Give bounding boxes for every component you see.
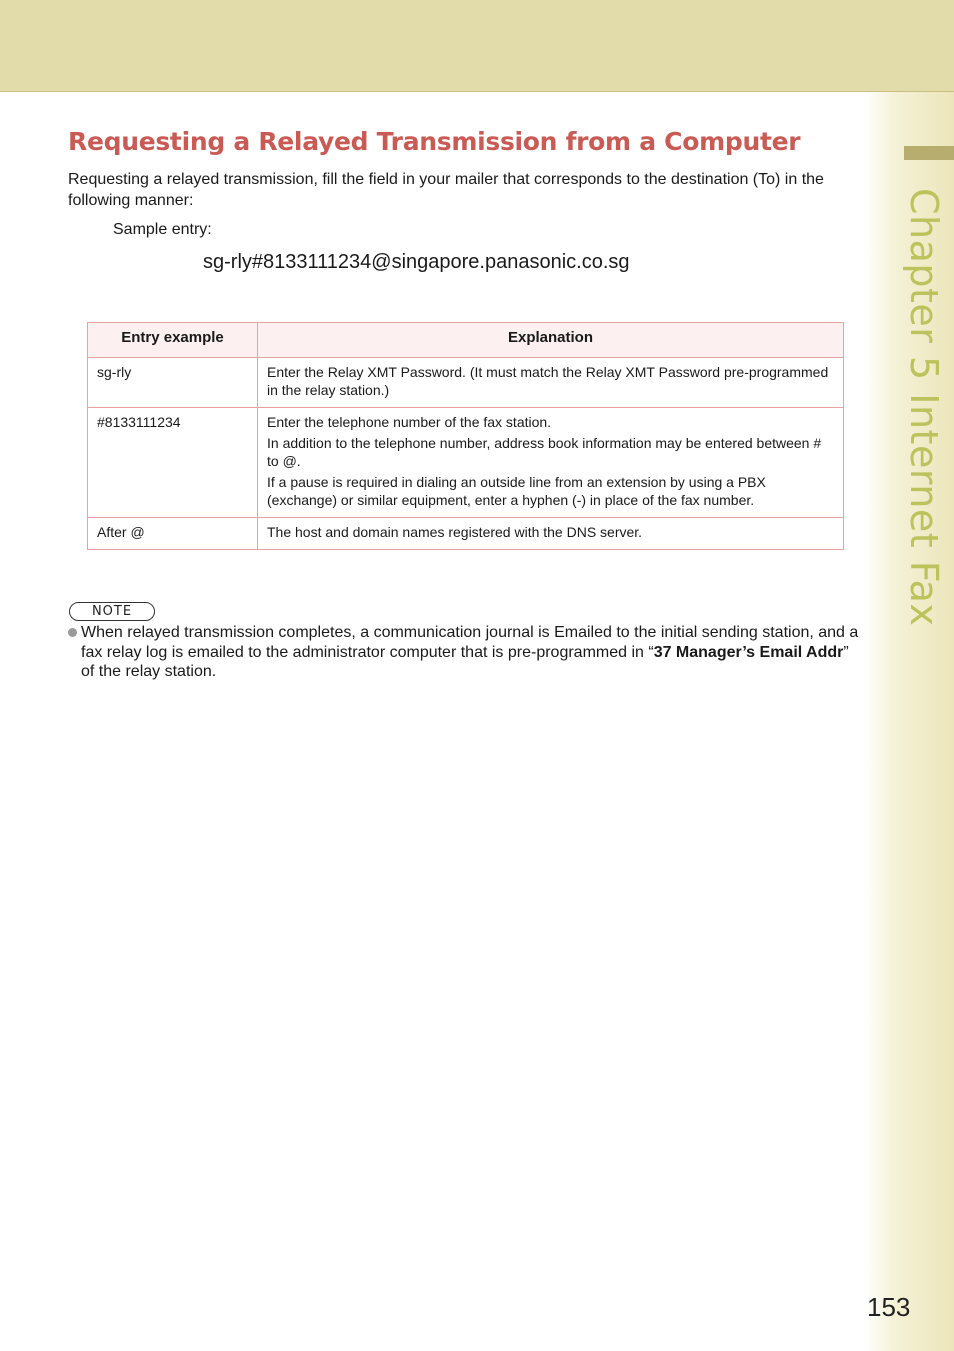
entry-cell: sg-rly [88, 358, 258, 408]
explanation-cell [258, 408, 844, 518]
table-row [88, 408, 844, 518]
explanation-cell [258, 358, 844, 408]
table-row [88, 518, 844, 550]
section-title: Requesting a Relayed Transmission from a Computer [68, 127, 801, 156]
page-number: 153 [867, 1292, 911, 1322]
entry-cell: #8133111234 [88, 408, 258, 518]
note-bold-setting: 37 Manager’s Email Addr [653, 643, 844, 661]
explanation-cell [258, 518, 844, 550]
explanation-line: Enter the telephone number of the fax station. [267, 414, 552, 430]
note-badge: NOTE [69, 602, 155, 621]
chapter-label: Chapter 5 Internet Fax [902, 188, 946, 627]
chapter-tab-marker [904, 146, 954, 160]
entry-cell: After @ [88, 518, 258, 550]
entry-table [87, 322, 844, 550]
explanation-line: Enter the Relay XMT Password. (It must match the Relay XMT Password pre-programmed in the relay station.) [267, 364, 829, 398]
column-header-entry: Entry example [88, 323, 258, 358]
intro-paragraph: Requesting a relayed transmission, fill the field in your mailer that corresponds to the destination (To) in the following manner: [68, 171, 824, 209]
sample-entry-value: sg-rly#8133111234@singapore.panasonic.co.sg [203, 251, 630, 273]
table-header-row [88, 323, 844, 358]
top-header-band [0, 0, 954, 92]
note-text-before: When relayed transmission completes, a communication journal is Emailed to the initial sending station, and a fax relay log is emailed to the administrator computer that is pre-programmed in “ [81, 624, 859, 661]
note-text-after: ” of the relay station. [81, 643, 849, 680]
bullet-icon [68, 628, 77, 637]
explanation-line: If a pause is required in dialing an outside line from an extension by using a PBX (exchange) or similar equipment, enter a hyphen (-) in place of the fax number. [267, 474, 766, 508]
table-row [88, 358, 844, 408]
column-header-explanation: Explanation [258, 323, 844, 358]
sample-entry-label: Sample entry: [113, 221, 212, 238]
explanation-line: In addition to the telephone number, address book information may be entered between # to @. [267, 435, 822, 469]
explanation-line: The host and domain names registered with the DNS server. [267, 524, 643, 540]
note-text [81, 623, 863, 682]
